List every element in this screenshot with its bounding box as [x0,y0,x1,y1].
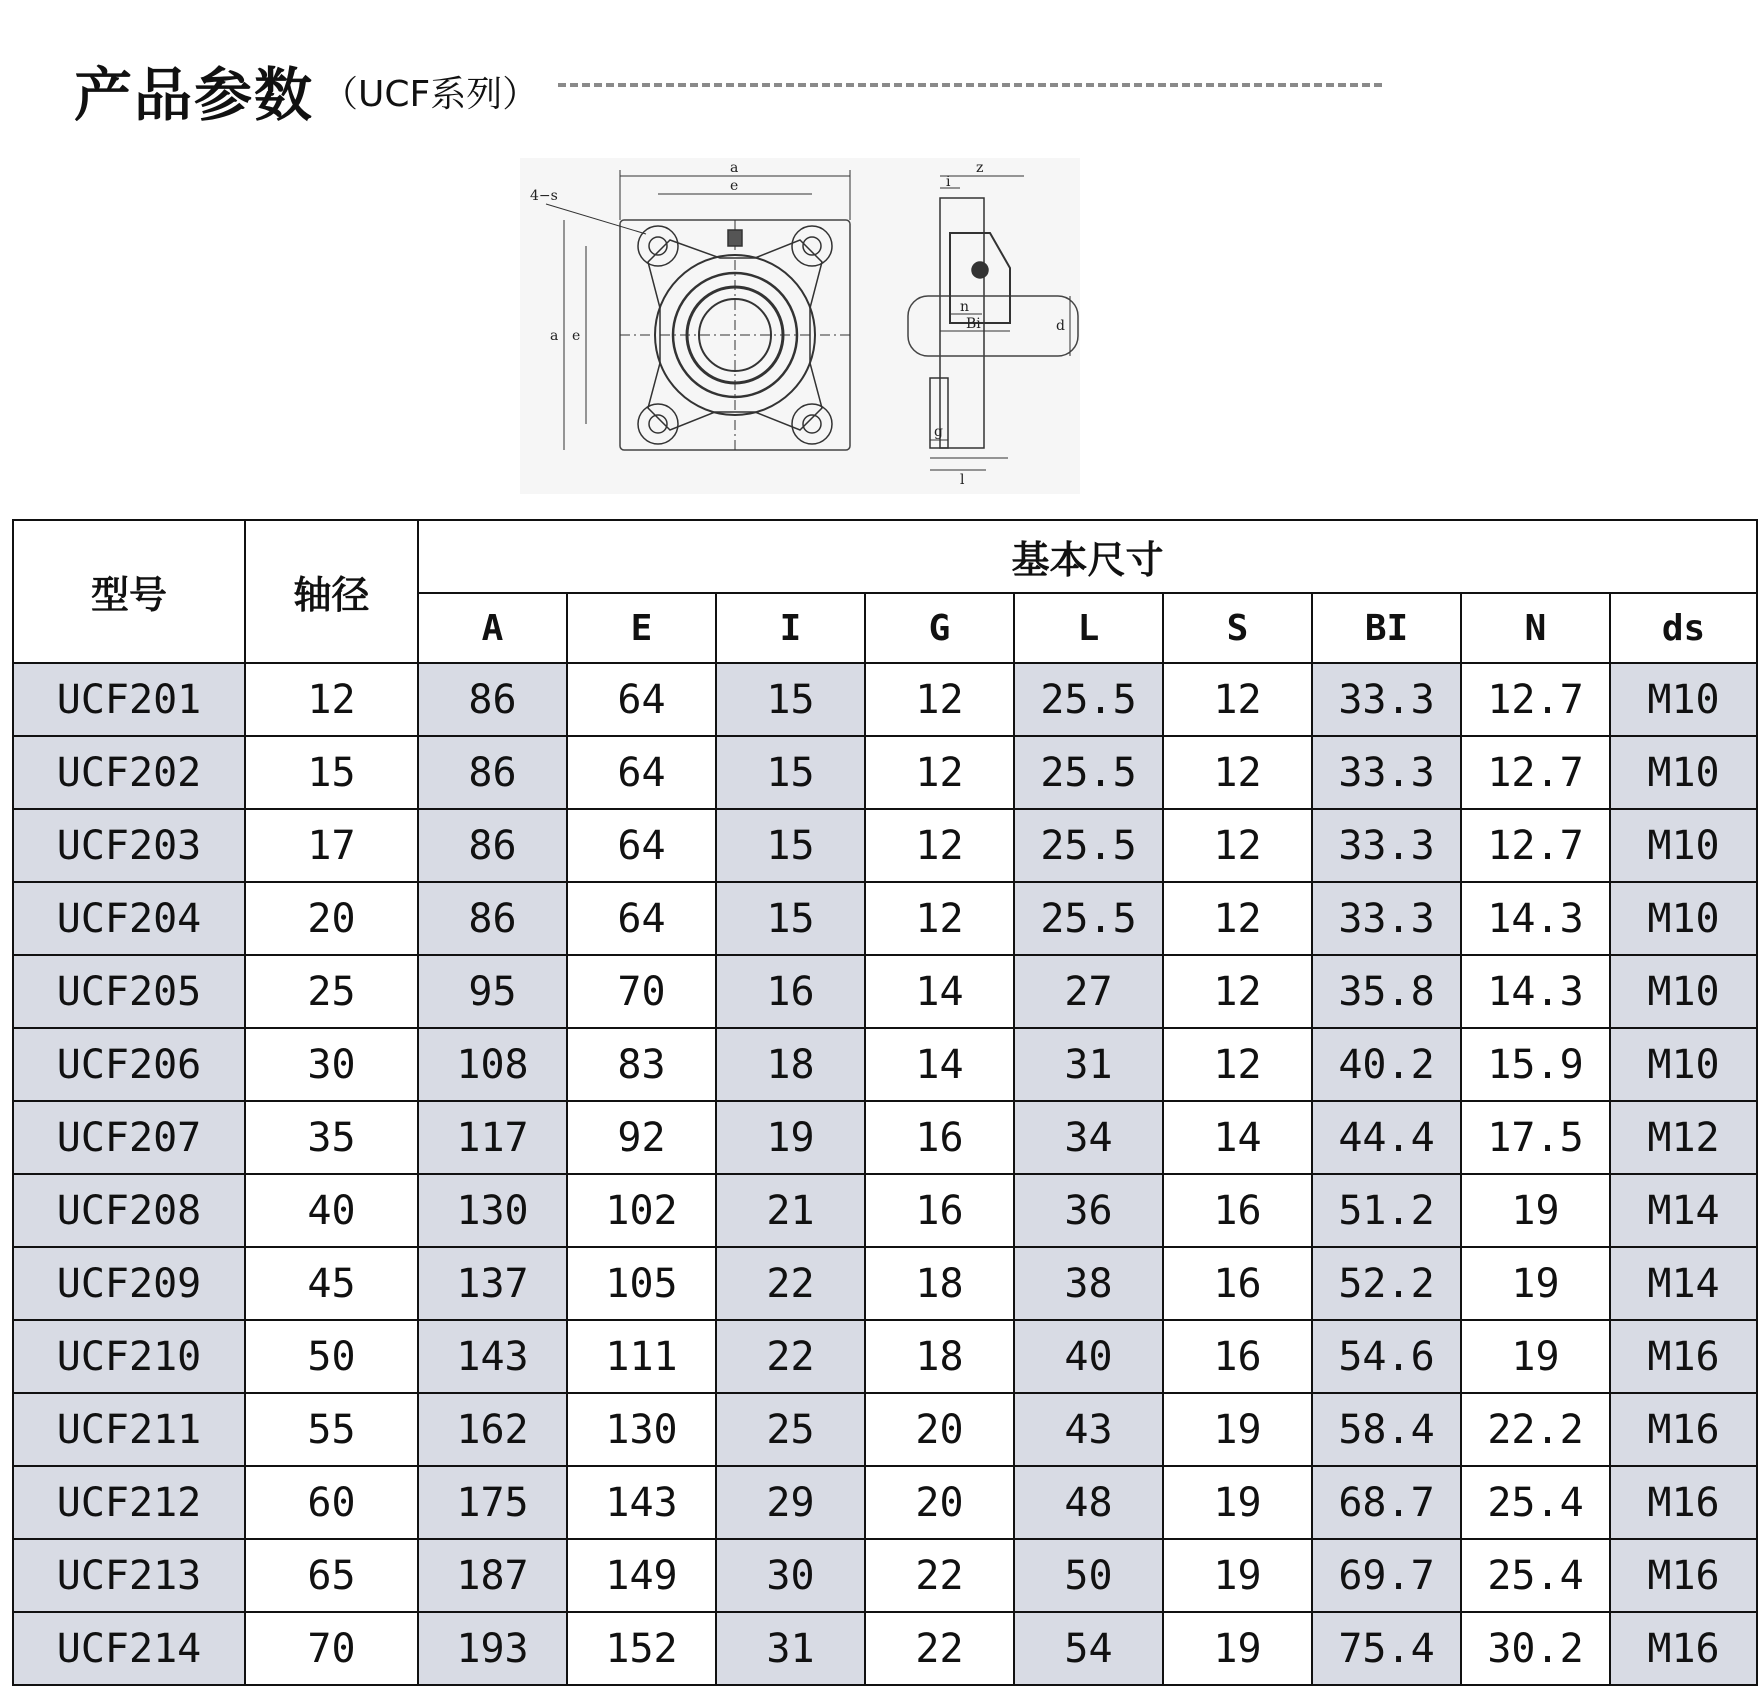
shaft-cell: 12 [245,663,418,736]
dimension-cell: 48 [1014,1466,1163,1539]
dimension-cell: 20 [865,1393,1014,1466]
dimension-cell: 19 [1461,1247,1610,1320]
dimension-cell: M10 [1610,663,1757,736]
dimension-cell: 17.5 [1461,1101,1610,1174]
dimension-cell: 33.3 [1312,882,1461,955]
table-row [13,955,1757,1028]
dimension-cell: 64 [567,736,716,809]
header-dim-ds: ds [1610,593,1757,663]
bolt-hole-tl [638,226,678,266]
dimension-cell: 54.6 [1312,1320,1461,1393]
dimension-cell: 35.8 [1312,955,1461,1028]
dimension-cell: 95 [418,955,567,1028]
dimension-cell: 14.3 [1461,955,1610,1028]
page-header [74,40,1334,129]
table-row [13,882,1757,955]
dimension-cell: 33.3 [1312,736,1461,809]
dimension-cell: 111 [567,1320,716,1393]
dimension-cell: 137 [418,1247,567,1320]
dimension-cell: 40 [1014,1320,1163,1393]
dim-label-l: l [960,472,965,488]
model-cell: UCF209 [13,1247,245,1320]
dim-label-a-top: a [730,160,739,176]
model-cell: UCF207 [13,1101,245,1174]
dimension-cell: 69.7 [1312,1539,1461,1612]
dimension-cell: 25.5 [1014,882,1163,955]
shaft-cell: 17 [245,809,418,882]
dimension-cell: 16 [1163,1174,1312,1247]
table-row [13,1612,1757,1685]
spec-table [12,519,1758,1686]
table-row [13,1174,1757,1247]
dimension-cell: 31 [1014,1028,1163,1101]
dimension-cell: 20 [865,1466,1014,1539]
header-model: 型号 [13,520,245,663]
dimension-cell: 19 [1163,1466,1312,1539]
dimension-cell: 86 [418,809,567,882]
dimension-cell: 25.5 [1014,663,1163,736]
table-row [13,1539,1757,1612]
dimension-cell: 22 [865,1612,1014,1685]
dimension-cell: 152 [567,1612,716,1685]
dim-label-e-side: e [572,328,581,344]
dimension-cell: 25 [716,1393,865,1466]
dimension-cell: 193 [418,1612,567,1685]
dimension-cell: 16 [1163,1247,1312,1320]
dimension-cell: 22 [716,1247,865,1320]
dimension-cell: 64 [567,809,716,882]
dimension-cell: 43 [1014,1393,1163,1466]
bearing-drawing-svg [520,158,1080,494]
dimension-cell: 29 [716,1466,865,1539]
model-cell: UCF214 [13,1612,245,1685]
dimension-cell: 52.2 [1312,1247,1461,1320]
dimension-cell: 12 [1163,955,1312,1028]
dimension-cell: 64 [567,663,716,736]
shaft-cell: 60 [245,1466,418,1539]
bearing-drawing [520,158,1080,494]
dimension-cell: 19 [1163,1393,1312,1466]
header-dim-i: I [716,593,865,663]
dimension-cell: 15 [716,809,865,882]
dimension-cell: 19 [716,1101,865,1174]
model-cell: UCF206 [13,1028,245,1101]
dimension-cell: 22.2 [1461,1393,1610,1466]
dimension-cell: 27 [1014,955,1163,1028]
dimension-cell: 130 [418,1174,567,1247]
model-cell: UCF203 [13,809,245,882]
shaft-cell: 50 [245,1320,418,1393]
dimension-cell: 12 [1163,663,1312,736]
dimension-cell: 38 [1014,1247,1163,1320]
dim-label-a-side: a [550,328,559,344]
dimension-cell: 14 [865,1028,1014,1101]
dim-label-4s: 4−s [530,188,558,204]
dimension-cell: 117 [418,1101,567,1174]
dimension-cell: 16 [865,1101,1014,1174]
shaft-cell: 25 [245,955,418,1028]
dimension-cell: 18 [865,1320,1014,1393]
dim-label-g: g [934,424,943,440]
dimension-cell: 12 [865,882,1014,955]
dimension-cell: 19 [1163,1612,1312,1685]
dimension-cell: 33.3 [1312,663,1461,736]
dimension-cell: 18 [716,1028,865,1101]
side-shaft [908,296,1078,356]
model-cell: UCF210 [13,1320,245,1393]
header-dim-g: G [865,593,1014,663]
dimension-cell: M10 [1610,809,1757,882]
dimension-cell: 22 [865,1539,1014,1612]
header-dim-s: S [1163,593,1312,663]
table-row [13,809,1757,882]
dimension-cell: 92 [567,1101,716,1174]
dimension-cell: 19 [1461,1320,1610,1393]
model-cell: UCF212 [13,1466,245,1539]
dimension-cell: 12 [865,736,1014,809]
dimension-cell: 130 [567,1393,716,1466]
dimension-cell: 143 [418,1320,567,1393]
dimension-cell: M16 [1610,1539,1757,1612]
dim-label-z: z [976,160,984,176]
dimension-cell: 143 [567,1466,716,1539]
dim-label-d: d [1056,318,1065,334]
shaft-cell: 40 [245,1174,418,1247]
dim-label-e-top: e [730,178,739,194]
dimension-cell: M14 [1610,1174,1757,1247]
dimension-cell: 50 [1014,1539,1163,1612]
dimension-cell: 83 [567,1028,716,1101]
shaft-cell: 35 [245,1101,418,1174]
dimension-cell: 15.9 [1461,1028,1610,1101]
header-shaft: 轴径 [245,520,418,663]
dimension-cell: 25.4 [1461,1539,1610,1612]
dimension-cell: 14 [865,955,1014,1028]
model-cell: UCF204 [13,882,245,955]
table-row [13,1247,1757,1320]
dimension-cell: 40.2 [1312,1028,1461,1101]
dimension-cell: 12 [865,663,1014,736]
dimension-cell: 44.4 [1312,1101,1461,1174]
dimension-cell: M10 [1610,736,1757,809]
dim-label-bi: Bi [966,316,981,332]
dimension-cell: 86 [418,663,567,736]
dimension-cell: 12.7 [1461,809,1610,882]
dimension-cell: 75.4 [1312,1612,1461,1685]
dimension-cell: M16 [1610,1466,1757,1539]
dimension-cell: 25.4 [1461,1466,1610,1539]
shaft-cell: 65 [245,1539,418,1612]
dimension-cell: 15 [716,882,865,955]
dimension-cell: M16 [1610,1612,1757,1685]
dimension-cell: 31 [716,1612,865,1685]
shaft-cell: 70 [245,1612,418,1685]
dimension-cell: 19 [1461,1174,1610,1247]
shaft-cell: 30 [245,1028,418,1101]
header-dim-l: L [1014,593,1163,663]
dimension-cell: 18 [865,1247,1014,1320]
dimension-cell: 187 [418,1539,567,1612]
dimension-cell: 86 [418,882,567,955]
title-divider [558,83,1382,87]
dimension-cell: 14 [1163,1101,1312,1174]
dimension-cell: 12.7 [1461,663,1610,736]
dimension-cell: 68.7 [1312,1466,1461,1539]
model-cell: UCF213 [13,1539,245,1612]
dimension-cell: 34 [1014,1101,1163,1174]
table-row [13,1028,1757,1101]
header-dim-e: E [567,593,716,663]
dimension-cell: 58.4 [1312,1393,1461,1466]
shaft-cell: 45 [245,1247,418,1320]
dimension-cell: 14.3 [1461,882,1610,955]
dimension-cell: 30 [716,1539,865,1612]
table-row [13,663,1757,736]
dim-label-n: n [960,299,970,315]
dimension-cell: 70 [567,955,716,1028]
dimension-cell: 12 [1163,736,1312,809]
dimension-cell: 25.5 [1014,736,1163,809]
dimension-cell: 105 [567,1247,716,1320]
dimension-cell: 16 [716,955,865,1028]
page-subtitle: （UCF系列） [322,74,539,115]
dimension-cell: M12 [1610,1101,1757,1174]
model-cell: UCF205 [13,955,245,1028]
dimension-cell: 175 [418,1466,567,1539]
dimension-cell: 102 [567,1174,716,1247]
dimension-cell: 21 [716,1174,865,1247]
header-basic-dimensions: 基本尺寸 [418,520,1757,593]
bolt-hole-br [792,404,832,444]
model-cell: UCF202 [13,736,245,809]
shaft-cell: 55 [245,1393,418,1466]
dim-label-i: i [946,174,951,190]
model-cell: UCF208 [13,1174,245,1247]
dimension-cell: 12.7 [1461,736,1610,809]
dimension-cell: 22 [716,1320,865,1393]
shaft-cell: 15 [245,736,418,809]
table-row [13,1101,1757,1174]
dimension-cell: M16 [1610,1393,1757,1466]
dimension-cell: 149 [567,1539,716,1612]
header-dim-n: N [1461,593,1610,663]
header-dim-a: A [418,593,567,663]
dimension-cell: 33.3 [1312,809,1461,882]
dimension-cell: 15 [716,736,865,809]
dimension-cell: 36 [1014,1174,1163,1247]
dimension-cell: M16 [1610,1320,1757,1393]
page-title: 产品参数 [74,61,315,129]
dimension-cell: M10 [1610,1028,1757,1101]
dimension-cell: 30.2 [1461,1612,1610,1685]
dimension-cell: 64 [567,882,716,955]
dimension-cell: 51.2 [1312,1174,1461,1247]
dimension-cell: 12 [1163,809,1312,882]
dimension-cell: 16 [865,1174,1014,1247]
shaft-cell: 20 [245,882,418,955]
header-dim-bi: BI [1312,593,1461,663]
dimension-cell: 25.5 [1014,809,1163,882]
bolt-hole-bl [638,404,678,444]
dimension-cell: 16 [1163,1320,1312,1393]
model-cell: UCF201 [13,663,245,736]
table-row [13,736,1757,809]
dimension-cell: 162 [418,1393,567,1466]
table-row [13,1320,1757,1393]
dimension-cell: 15 [716,663,865,736]
dimension-cell: 86 [418,736,567,809]
dimension-cell: 108 [418,1028,567,1101]
dimension-cell: 12 [1163,882,1312,955]
dimension-cell: 12 [865,809,1014,882]
dimension-cell: M14 [1610,1247,1757,1320]
dimension-cell: 54 [1014,1612,1163,1685]
table-row [13,1393,1757,1466]
dimension-cell: 12 [1163,1028,1312,1101]
dimension-cell: M10 [1610,955,1757,1028]
table-row [13,1466,1757,1539]
model-cell: UCF211 [13,1393,245,1466]
dimension-cell: 19 [1163,1539,1312,1612]
bolt-hole-tr [792,226,832,266]
dimension-cell: M10 [1610,882,1757,955]
